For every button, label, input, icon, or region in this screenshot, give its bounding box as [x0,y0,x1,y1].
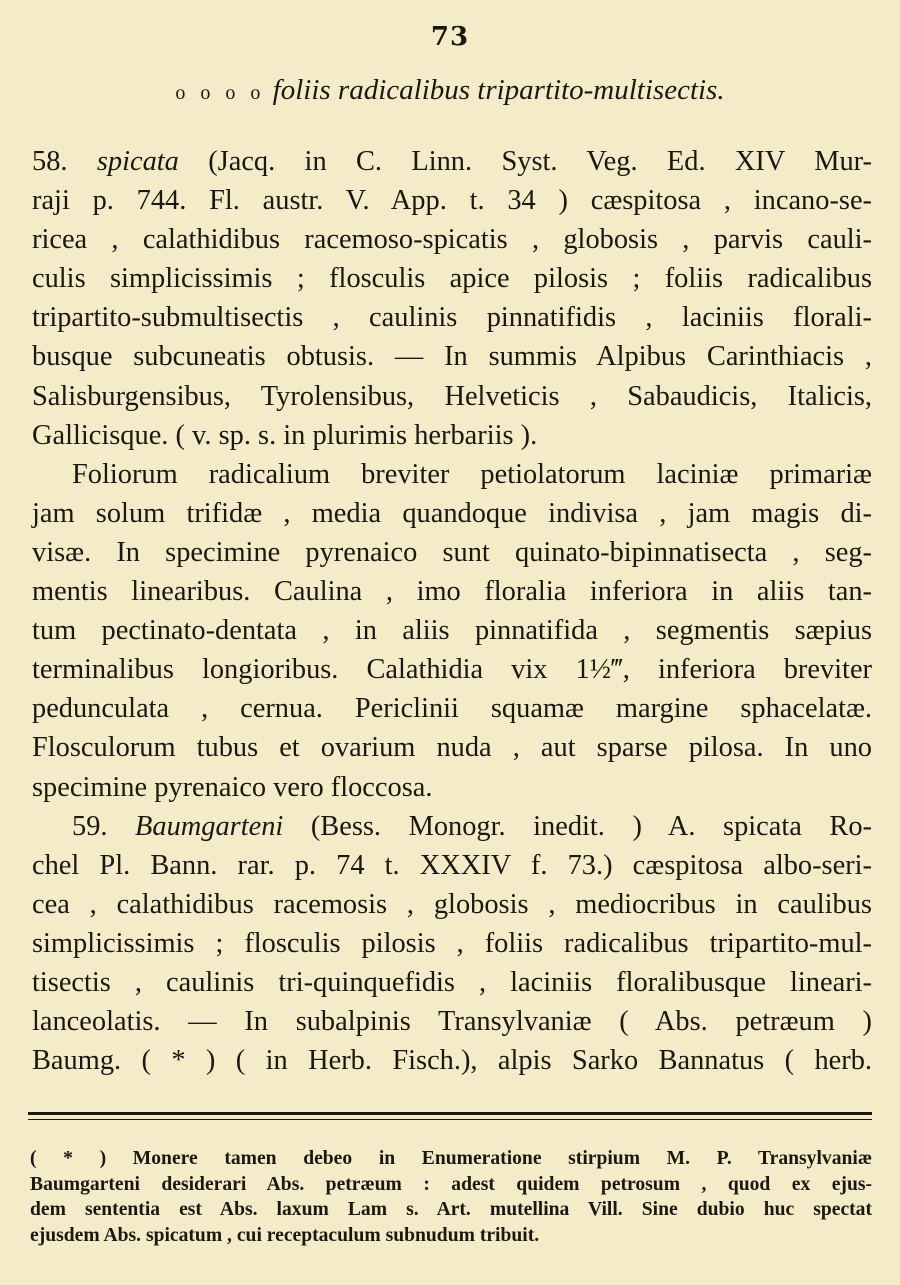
text-run: tripartito-submultisectis , caulinis pinnatifidis , laciniis florali- [32,302,872,334]
footnote-line: dem sententia est Abs. laxum Lam s. Art. mutellina Vill. Sine dubio huc spectat [30,1199,872,1221]
footnote-line: ( * ) Monere tamen debeo in Enumeratione stirpium M. P. Transylvaniæ [30,1148,872,1169]
text-line [32,220,872,259]
text-run: Baumg. ( * ) ( in Herb. Fisch.), alpis Sarko Bannatus ( herb. [32,1045,872,1077]
text-run: visæ. In specimine pyrenaico sunt quinato-bipinnatisecta , seg- [32,536,872,568]
text-line [32,650,872,689]
page-number: 73 [430,22,470,52]
text-run: busque subcuneatis obtusis. — In summis Alpibus Carinthiacis , [32,341,872,373]
text-run: raji p. 744. Fl. austr. V. App. t. 34 ) cæspitosa , incano-se- [32,185,872,217]
text-line [32,337,872,376]
text-line [32,885,872,924]
text-line [32,807,872,846]
species-name: Baumgarteni [135,810,284,842]
text-line [32,298,872,337]
text-line [32,181,872,220]
text-run: pedunculata , cernua. Periclinii squamæ margine sphacelatæ. [32,693,872,725]
text-run: chel Pl. Bann. rar. p. 74 t. XXXIV f. 73.) cæspitosa albo-seri- [32,849,872,881]
text-line [32,572,872,611]
main-text [32,142,872,1080]
text-run: (Jacq. in C. Linn. Syst. Veg. Ed. XIV Mur- [178,146,872,177]
text-run: mentis linearibus. Caulina , imo floralia inferiora in aliis tan- [32,576,872,608]
text-run: specimine pyrenaico vero floccosa. [32,771,433,803]
heading-bullets: o o o o [175,82,266,104]
text-run: lanceolatis. — In subalpinis Transylvaniæ ( Abs. petræum ) [32,1006,872,1038]
text-run: Gallicisque. ( v. sp. s. in plurimis herbariis ). [32,419,538,451]
text-line [32,1041,872,1080]
footnote-line: Baumgarteni desiderari Abs. petræum : adest quidem petrosum , quod ex ejus- [30,1173,872,1195]
text-run: Salisburgensibus, Tyrolensibus, Helveticis , Sabaudicis, Italicis, [32,380,872,412]
text-run: cea , calathidibus racemosis , globosis , mediocribus in caulibus [32,888,872,920]
footnote-rule-thick [28,1112,872,1115]
text-run: Flosculorum tubus et ovarium nuda , aut sparse pilosa. In uno [32,732,872,764]
text-line [32,846,872,885]
text-run: tum pectinato-dentata , in aliis pinnatifida , segmentis sæpius [32,615,872,647]
heading-title: foliis radicalibus tripartito-multisectis. [272,74,725,106]
text-line [32,728,872,767]
text-line [32,1002,872,1041]
text-line [32,494,872,533]
text-line [32,455,872,494]
text-line [32,689,872,728]
text-line [32,142,872,181]
text-line [32,377,872,416]
footnote-line: ejusdem Abs. spicatum , cui receptaculum subnudum tribuit. [30,1225,540,1247]
text-line [32,768,872,807]
section-heading [0,74,900,107]
text-run: 58. [32,146,97,177]
text-run: ricea , calathidibus racemoso-spicatis , globosis , parvis cauli- [32,224,872,256]
text-line [32,963,872,1002]
footnote [30,1146,872,1249]
text-run: jam solum trifidæ , media quandoque indivisa , jam magis di- [32,497,872,529]
text-run: 59. [72,810,136,842]
text-line [32,259,872,298]
footnote-rule-thin [28,1119,872,1120]
species-name: spicata [96,146,179,177]
text-run: tisectis , caulinis tri-quinquefidis , laciniis floralibusque lineari- [32,966,872,998]
text-run: simplicissimis ; flosculis pilosis , foliis radicalibus tripartito-mul- [32,927,872,959]
text-run: Foliorum radicalium breviter petiolatorum laciniæ primariæ [72,458,872,490]
text-line [32,533,872,572]
text-line [32,416,872,455]
text-line [32,924,872,963]
text-run: terminalibus longioribus. Calathidia vix 1½‴, inferiora breviter [32,654,872,686]
text-line [32,611,872,650]
text-run: culis simplicissimis ; flosculis apice pilosis ; foliis radicalibus [32,263,872,295]
text-run: (Bess. Monogr. inedit. ) A. spicata Ro- [283,810,872,842]
